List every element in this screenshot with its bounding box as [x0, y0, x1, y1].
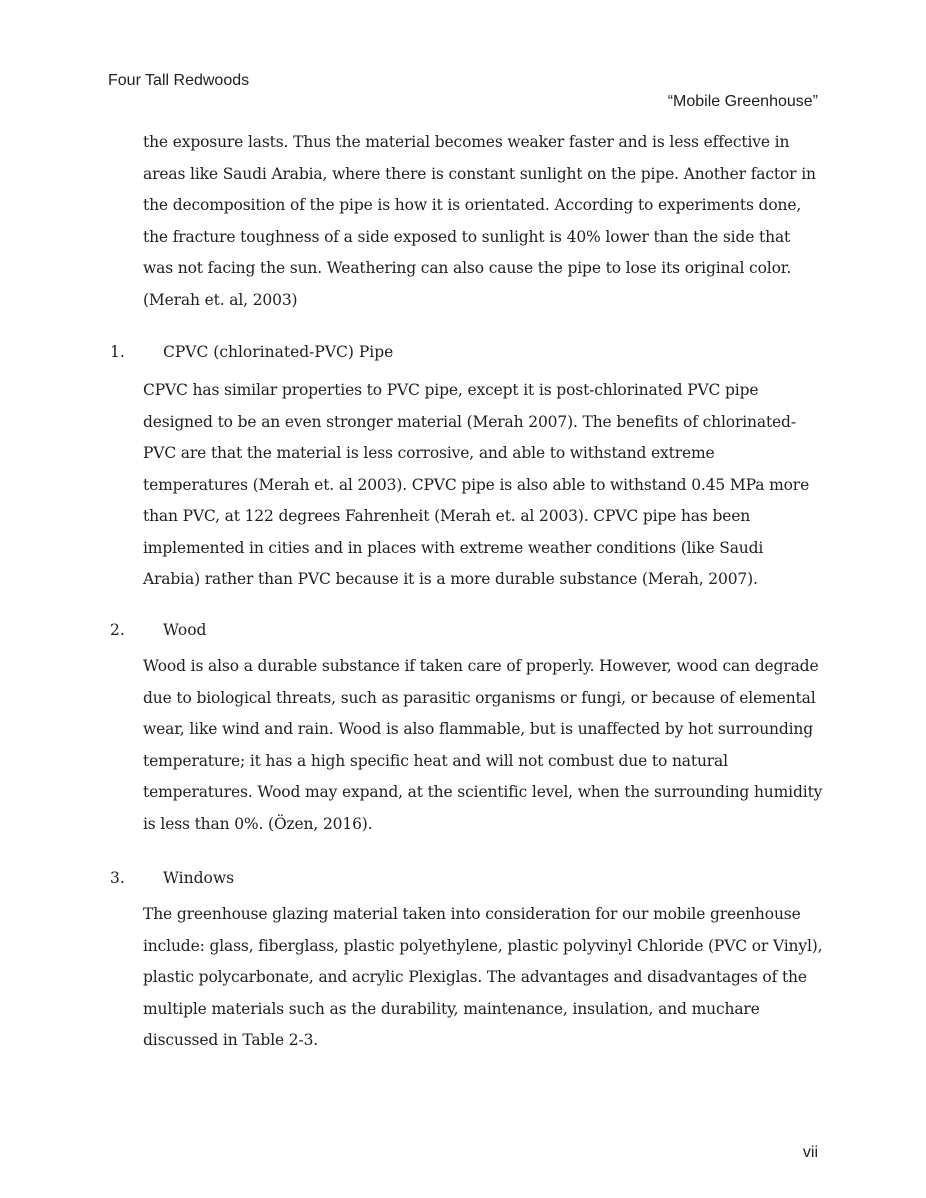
section-number: 1. — [110, 343, 125, 361]
section-title: CPVC (chlorinated-PVC) Pipe — [163, 343, 394, 361]
section-heading-wood — [110, 618, 206, 642]
section-title: Wood — [163, 621, 207, 639]
section-heading-cpvc — [110, 340, 393, 364]
running-header-right: “Mobile Greenhouse” — [667, 93, 818, 110]
section-heading-windows — [110, 866, 234, 890]
windows-paragraph: The greenhouse glazing material taken into consideration for our mobile greenhouse include: glass, fiberglass, plastic polyethylene, plastic polyvinyl Chloride (PVC or Vinyl), plastic polycarbonate, and acrylic Plexiglas. The advantages and disadvantages of the multiple materials such as the durability, maintenance, insulation, and muchare discussed in Table 2-3. — [143, 905, 823, 1049]
running-header-left: Four Tall Redwoods — [108, 72, 250, 89]
wood-paragraph: Wood is also a durable substance if taken care of properly. However, wood can degrade due to biological threats, such as parasitic organisms or fungi, or because of elemental wear, like wind and rain. Wood is also flammable, but is unaffected by hot surrounding temperature; it has a high specific heat and will not combust due to natural temperatures. Wood may expand, at the scientific level, when the surrounding humidity is less than 0%. (Özen, 2016). — [143, 657, 823, 833]
cpvc-paragraph: CPVC has similar properties to PVC pipe, except it is post-chlorinated PVC pipe designed to be an even stronger material (Merah 2007). The benefits of chlorinated-PVC are that the material is less corrosive, and able to withstand extreme temperatures (Merah et. al 2003). CPVC pipe is also able to withstand 0.45 MPa more than PVC, at 122 degrees Fahrenheit (Merah et. al 2003). CPVC pipe has been implemented in cities and in places with extreme weather conditions (like Saudi Arabia) rather than PVC because it is a more durable substance (Merah, 2007). — [143, 381, 810, 588]
section-title: Windows — [163, 869, 235, 887]
section-number: 3. — [110, 869, 125, 887]
intro-paragraph: the exposure lasts. Thus the material becomes weaker faster and is less effective in areas like Saudi Arabia, where there is constant sunlight on the pipe. Another factor in the decomposition of the pipe is how it is orientated. According to experiments done, the fracture toughness of a side exposed to sunlight is 40% lower than the side that was not facing the sun. Weathering can also cause the pipe to lose its original color. (Merah et. al, 2003) — [143, 133, 816, 309]
page-number: vii — [802, 1144, 818, 1161]
section-number: 2. — [110, 621, 125, 639]
